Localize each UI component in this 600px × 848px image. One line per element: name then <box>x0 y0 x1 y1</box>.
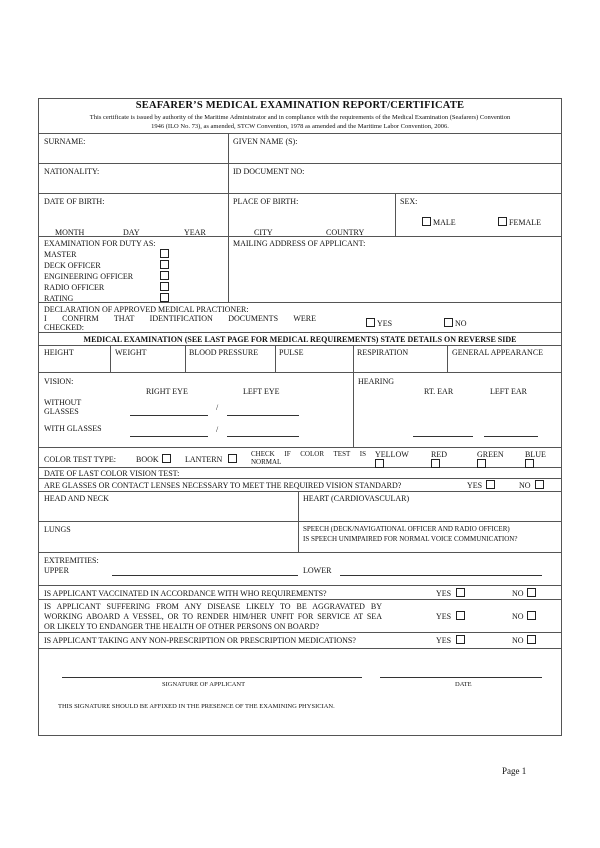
with-glasses-left-eye-field[interactable] <box>227 436 299 437</box>
disease-question-line1: IS APPLICANT SUFFERING FROM ANY DISEASE LIKELY TO BE AGGRAVATED BY <box>44 602 382 611</box>
lower-field[interactable] <box>340 575 542 576</box>
city-label: CITY <box>254 228 273 237</box>
page-number: Page 1 <box>502 766 527 776</box>
book-label: BOOK <box>136 455 159 464</box>
duty-master-checkbox[interactable] <box>160 249 169 258</box>
signature-note: THIS SIGNATURE SHOULD BE AFFIXED IN THE PRESENCE OF THE EXAMINING PHYSICIAN. <box>58 703 335 710</box>
form-subtitle-line1: This certificate is issued by authority of the Maritime Administrator and in compliance with the requirements of the Medical Examination (Seafarers) Convention <box>89 114 511 121</box>
color-test-label: COLOR TEST TYPE: <box>44 455 117 464</box>
check-normal-line2: NORMAL <box>251 458 282 466</box>
date-last-color-test-label: DATE OF LAST COLOR VISION TEST: <box>44 469 180 478</box>
mailing-address-label: MAILING ADDRESS OF APPLICANT: <box>233 239 366 248</box>
month-label: MONTH <box>55 228 85 237</box>
without-glasses-left-eye-field[interactable] <box>227 415 299 416</box>
hearing-label: HEARING <box>358 377 394 386</box>
surname-label: SURNAME: <box>44 137 86 146</box>
with-glasses-slash: / <box>216 425 219 434</box>
lantern-checkbox[interactable] <box>228 454 237 463</box>
duty-radio-officer-checkbox[interactable] <box>160 282 169 291</box>
upper-field[interactable] <box>112 575 298 576</box>
yellow-label: YELLOW <box>375 450 409 459</box>
left-eye-label: LEFT EYE <box>243 387 280 396</box>
right-eye-label: RIGHT EYE <box>146 387 188 396</box>
place-of-birth-label: PLACE OF BIRTH: <box>233 197 299 206</box>
declaration-yes-checkbox[interactable] <box>366 318 375 327</box>
rt-ear-label: RT. EAR <box>424 387 454 396</box>
vaccinated-yes-label: YES <box>436 589 452 598</box>
date-of-birth-label: DATE OF BIRTH: <box>44 197 105 206</box>
respiration-label: RESPIRATION <box>357 348 409 357</box>
duty-engineering-officer-checkbox[interactable] <box>160 271 169 280</box>
signature-date-label: DATE <box>455 681 472 688</box>
blue-label: BLUE <box>525 450 546 459</box>
vaccinated-yes-checkbox[interactable] <box>456 588 465 597</box>
disease-yes-label: YES <box>436 612 452 621</box>
exam-heading: MEDICAL EXAMINATION (SEE LAST PAGE FOR MEDICAL REQUIREMENTS) STATE DETAILS ON REVERSE SIDE <box>83 335 517 344</box>
without-glasses-label-2: GLASSES <box>44 407 79 416</box>
left-ear-field[interactable] <box>484 436 538 437</box>
female-checkbox[interactable] <box>498 217 507 226</box>
medications-question: IS APPLICANT TAKING ANY NON-PRESCRIPTION OR PRESCRIPTION MEDICATIONS? <box>44 636 356 645</box>
signature-date-field[interactable] <box>380 677 542 678</box>
duty-heading: EXAMINATION FOR DUTY AS: <box>44 239 156 248</box>
duty-rating-label: RATING <box>44 294 74 303</box>
duty-rating-checkbox[interactable] <box>160 293 169 302</box>
given-names-label: GIVEN NAME (S): <box>233 137 298 146</box>
upper-label: UPPER <box>44 566 69 575</box>
yellow-checkbox[interactable] <box>375 459 384 468</box>
disease-question-line3: OR LIKELY TO ENDANGER THE HEALTH OF OTHER PERSONS ON BOARD? <box>44 622 320 631</box>
medications-no-checkbox[interactable] <box>527 635 536 644</box>
declaration-no-checkbox[interactable] <box>444 318 453 327</box>
green-label: GREEN <box>477 450 504 459</box>
pulse-label: PULSE <box>279 348 304 357</box>
speech-line2: IS SPEECH UNIMPAIRED FOR NORMAL VOICE COMMUNICATION? <box>303 535 518 543</box>
lower-label: LOWER <box>303 566 332 575</box>
country-label: COUNTRY <box>326 228 365 237</box>
extremities-label: EXTREMITIES: <box>44 556 99 565</box>
green-checkbox[interactable] <box>477 459 486 468</box>
year-label: YEAR <box>184 228 206 237</box>
glasses-no-label: NO <box>519 481 531 490</box>
left-ear-label: LEFT EAR <box>490 387 527 396</box>
vision-label: VISION: <box>44 377 74 386</box>
day-label: DAY <box>123 228 140 237</box>
disease-no-label: NO <box>512 612 524 621</box>
duty-radio-officer-label: RADIO OFFICER <box>44 283 105 292</box>
applicant-signature-field[interactable] <box>62 677 362 678</box>
red-checkbox[interactable] <box>431 459 440 468</box>
lantern-label: LANTERN <box>185 455 223 464</box>
declaration-line1: I CONFIRM THAT IDENTIFICATION DOCUMENTS WERE <box>44 314 316 323</box>
signature-applicant-label: SIGNATURE OF APPLICANT <box>162 681 246 688</box>
head-neck-label: HEAD AND NECK <box>44 494 109 503</box>
form-title: SEAFARER’S MEDICAL EXAMINATION REPORT/CERTIFICATE <box>135 100 465 111</box>
blood-pressure-label: BLOOD PRESSURE <box>189 348 259 357</box>
glasses-question: ARE GLASSES OR CONTACT LENSES NECESSARY TO MEET THE REQUIRED VISION STANDARD? <box>44 481 402 490</box>
disease-question-line2: WORKING ABOARD A VESSEL, OR TO RENDER HIM/HER UNFIT FOR SERVICE AT SEA <box>44 612 382 621</box>
glasses-no-checkbox[interactable] <box>535 480 544 489</box>
disease-yes-checkbox[interactable] <box>456 611 465 620</box>
glasses-yes-label: YES <box>467 481 483 490</box>
id-document-label: ID DOCUMENT NO: <box>233 167 305 176</box>
declaration-line2: CHECKED: <box>44 323 84 332</box>
without-glasses-right-eye-field[interactable] <box>130 415 208 416</box>
medications-yes-label: YES <box>436 636 452 645</box>
blue-checkbox[interactable] <box>525 459 534 468</box>
disease-no-checkbox[interactable] <box>527 611 536 620</box>
medications-yes-checkbox[interactable] <box>456 635 465 644</box>
general-appearance-label: GENERAL APPEARANCE <box>452 348 544 357</box>
without-glasses-slash: / <box>216 403 219 412</box>
male-label: MALE <box>433 218 456 227</box>
vaccinated-no-checkbox[interactable] <box>527 588 536 597</box>
declaration-heading: DECLARATION OF APPROVED MEDICAL PRACTIONER: <box>44 305 249 314</box>
male-checkbox[interactable] <box>422 217 431 226</box>
lungs-label: LUNGS <box>44 525 71 534</box>
book-checkbox[interactable] <box>162 454 171 463</box>
form-subtitle-line2: 1946 (ILO No. 73), as amended, STCW Convention, 1978 as amended and the Maritime Labor Convention, 2006. <box>151 123 449 130</box>
vaccinated-no-label: NO <box>512 589 524 598</box>
nationality-label: NATIONALITY: <box>44 167 100 176</box>
declaration-no-label: NO <box>455 319 467 328</box>
with-glasses-label: WITH GLASSES <box>44 424 102 433</box>
medications-no-label: NO <box>512 636 524 645</box>
rt-ear-field[interactable] <box>413 436 473 437</box>
duty-deck-officer-checkbox[interactable] <box>160 260 169 269</box>
duty-deck-officer-label: DECK OFFICER <box>44 261 101 270</box>
height-label: HEIGHT <box>44 348 74 357</box>
glasses-yes-checkbox[interactable] <box>486 480 495 489</box>
red-label: RED <box>431 450 447 459</box>
declaration-yes-label: YES <box>377 319 393 328</box>
heart-label: HEART (CARDIOVASCULAR) <box>303 494 410 503</box>
check-normal-line1: CHECK IF COLOR TEST IS <box>251 450 366 458</box>
female-label: FEMALE <box>509 218 541 227</box>
with-glasses-right-eye-field[interactable] <box>130 436 208 437</box>
speech-line1: SPEECH (DECK/NAVIGATIONAL OFFICER AND RADIO OFFICER) <box>303 525 510 533</box>
weight-label: WEIGHT <box>115 348 147 357</box>
vaccinated-question: IS APPLICANT VACCINATED IN ACCORDANCE WITH WHO REQUIREMENTS? <box>44 589 327 598</box>
duty-engineering-officer-label: ENGINEERING OFFICER <box>44 272 134 281</box>
without-glasses-label-1: WITHOUT <box>44 398 82 407</box>
sex-label: SEX: <box>400 197 418 206</box>
duty-master-label: MASTER <box>44 250 77 259</box>
